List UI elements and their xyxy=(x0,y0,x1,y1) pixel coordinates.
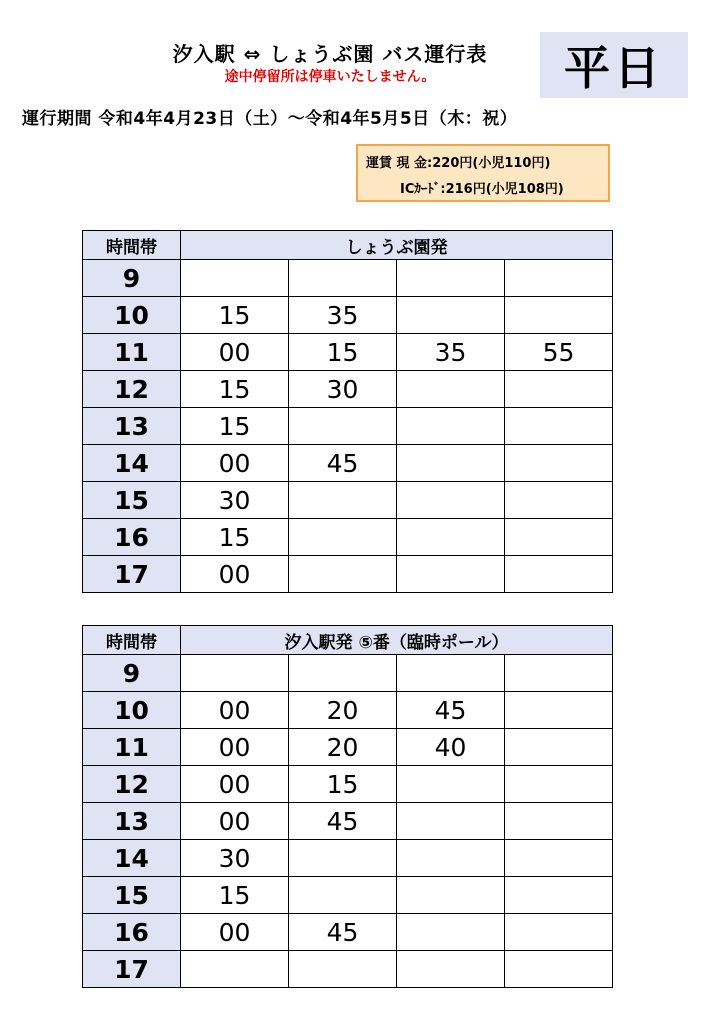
minute-cell: 15 xyxy=(181,297,289,334)
minute-cell xyxy=(505,914,613,951)
minute-cell xyxy=(505,840,613,877)
minute-cell xyxy=(505,729,613,766)
hour-cell: 13 xyxy=(83,408,181,445)
minute-cell xyxy=(505,951,613,988)
minute-cell: 20 xyxy=(289,729,397,766)
minute-cell xyxy=(505,766,613,803)
minute-cell: 00 xyxy=(181,729,289,766)
minute-cell xyxy=(289,482,397,519)
no-intermediate-stops-notice: 途中停留所は停車いたしません。 xyxy=(224,69,436,85)
table-row xyxy=(83,482,613,519)
weekday-badge: 平日 xyxy=(540,32,688,98)
minute-cell: 00 xyxy=(181,914,289,951)
hour-cell: 17 xyxy=(83,951,181,988)
minute-cell: 45 xyxy=(289,914,397,951)
minute-cell: 00 xyxy=(181,692,289,729)
minute-cell xyxy=(505,519,613,556)
table-row xyxy=(83,692,613,729)
minute-cell: 15 xyxy=(181,877,289,914)
minute-cell xyxy=(397,445,505,482)
minute-cell xyxy=(181,655,289,692)
minute-cell: 20 xyxy=(289,692,397,729)
minute-cell: 45 xyxy=(397,692,505,729)
hour-cell: 9 xyxy=(83,655,181,692)
minute-cell xyxy=(505,260,613,297)
minute-cell xyxy=(181,260,289,297)
minute-cell xyxy=(397,408,505,445)
minute-cell xyxy=(505,692,613,729)
minute-cell xyxy=(505,297,613,334)
table-row xyxy=(83,371,613,408)
minute-cell xyxy=(397,519,505,556)
timetable-shioiri-station-departures xyxy=(82,625,613,988)
minute-cell: 15 xyxy=(289,766,397,803)
minute-cell xyxy=(505,445,613,482)
minute-cell: 00 xyxy=(181,803,289,840)
table-row xyxy=(83,408,613,445)
table-row xyxy=(83,297,613,334)
minute-cell xyxy=(289,408,397,445)
minute-cell: 15 xyxy=(181,519,289,556)
hour-cell: 16 xyxy=(83,914,181,951)
minute-cell xyxy=(181,951,289,988)
minute-cell: 15 xyxy=(289,334,397,371)
minute-cell: 30 xyxy=(181,482,289,519)
minute-cell xyxy=(289,519,397,556)
table-row xyxy=(83,655,613,692)
minute-cell xyxy=(505,371,613,408)
hour-cell: 11 xyxy=(83,729,181,766)
minute-cell xyxy=(505,556,613,593)
hour-column-header: 時間帯 xyxy=(83,626,181,655)
fare-box xyxy=(356,144,610,202)
hour-cell: 10 xyxy=(83,692,181,729)
minute-cell xyxy=(505,803,613,840)
minute-cell xyxy=(397,766,505,803)
hour-cell: 14 xyxy=(83,840,181,877)
minute-cell xyxy=(397,482,505,519)
minute-cell: 35 xyxy=(289,297,397,334)
timetable-header-row xyxy=(83,626,613,655)
hour-cell: 11 xyxy=(83,334,181,371)
hour-cell: 12 xyxy=(83,371,181,408)
fare-ic-card: ICｶｰﾄﾞ:216円(小児108円) xyxy=(400,182,564,197)
hour-cell: 13 xyxy=(83,803,181,840)
departure-title: 汐入駅発 ⑤番（臨時ポール） xyxy=(181,626,613,655)
minute-cell: 00 xyxy=(181,334,289,371)
timetable-shobuen-departures xyxy=(82,230,613,593)
hour-cell: 10 xyxy=(83,297,181,334)
minute-cell xyxy=(505,877,613,914)
minute-cell xyxy=(397,951,505,988)
hour-cell: 16 xyxy=(83,519,181,556)
minute-cell xyxy=(397,655,505,692)
hour-cell: 17 xyxy=(83,556,181,593)
minute-cell: 30 xyxy=(181,840,289,877)
minute-cell xyxy=(289,556,397,593)
minute-cell: 45 xyxy=(289,445,397,482)
table-row xyxy=(83,556,613,593)
minute-cell: 00 xyxy=(181,556,289,593)
hour-cell: 9 xyxy=(83,260,181,297)
hour-cell: 15 xyxy=(83,482,181,519)
table-row xyxy=(83,803,613,840)
minute-cell xyxy=(397,260,505,297)
minute-cell: 45 xyxy=(289,803,397,840)
minute-cell xyxy=(397,297,505,334)
table-row xyxy=(83,877,613,914)
table-row xyxy=(83,840,613,877)
minute-cell xyxy=(397,877,505,914)
page-title: 汐入駅 ⇔ しょうぶ園 バス運行表 xyxy=(172,42,488,66)
minute-cell xyxy=(397,914,505,951)
minute-cell: 00 xyxy=(181,766,289,803)
minute-cell: 55 xyxy=(505,334,613,371)
hour-column-header: 時間帯 xyxy=(83,231,181,260)
table-row xyxy=(83,445,613,482)
minute-cell xyxy=(505,655,613,692)
table-row xyxy=(83,260,613,297)
hour-cell: 12 xyxy=(83,766,181,803)
minute-cell xyxy=(289,840,397,877)
minute-cell xyxy=(505,408,613,445)
minute-cell xyxy=(397,556,505,593)
minute-cell: 15 xyxy=(181,371,289,408)
minute-cell xyxy=(289,951,397,988)
table-row xyxy=(83,914,613,951)
minute-cell xyxy=(505,482,613,519)
table-row xyxy=(83,951,613,988)
hour-cell: 14 xyxy=(83,445,181,482)
minute-cell: 30 xyxy=(289,371,397,408)
minute-cell xyxy=(289,877,397,914)
table-row xyxy=(83,334,613,371)
minute-cell: 15 xyxy=(181,408,289,445)
minute-cell xyxy=(289,655,397,692)
fare-cash: 運賃 現 金:220円(小児110円) xyxy=(366,156,551,171)
timetable-header-row xyxy=(83,231,613,260)
minute-cell: 40 xyxy=(397,729,505,766)
table-row xyxy=(83,766,613,803)
minute-cell xyxy=(397,371,505,408)
minute-cell xyxy=(397,840,505,877)
hour-cell: 15 xyxy=(83,877,181,914)
operation-period: 運行期間 令和4年4月23日（土）～令和4年5月5日（木：祝） xyxy=(22,109,518,129)
minute-cell xyxy=(397,803,505,840)
table-row xyxy=(83,519,613,556)
departure-title: しょうぶ園発 xyxy=(181,231,613,260)
minute-cell: 00 xyxy=(181,445,289,482)
minute-cell: 35 xyxy=(397,334,505,371)
table-row xyxy=(83,729,613,766)
minute-cell xyxy=(289,260,397,297)
